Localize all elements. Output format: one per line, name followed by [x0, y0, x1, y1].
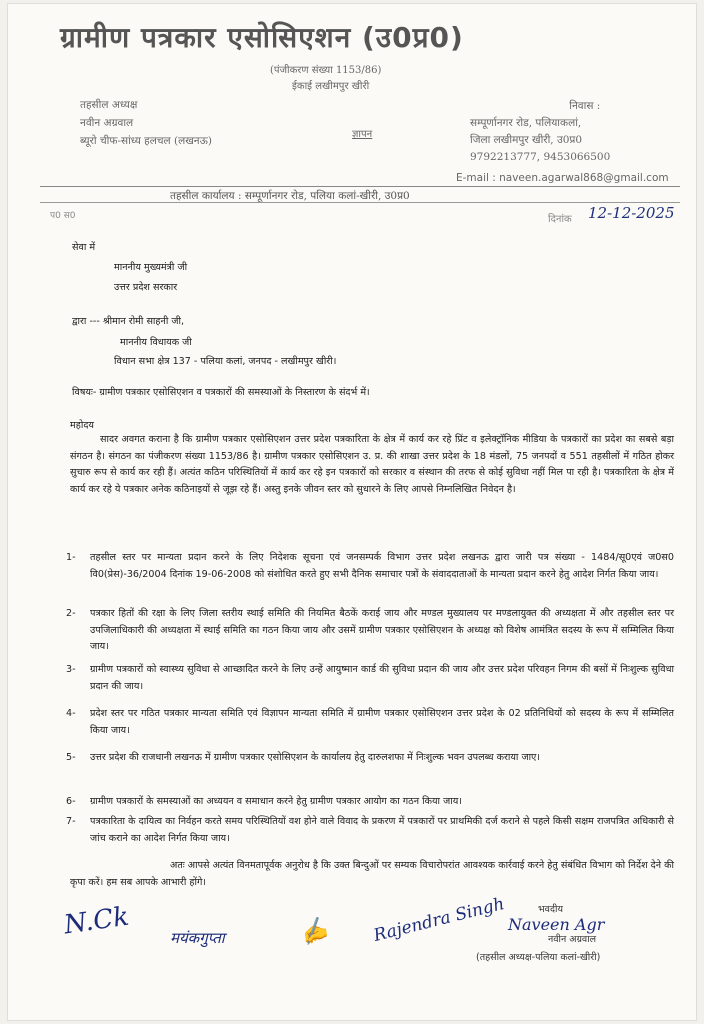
signatory-designation: (तहसील अध्यक्ष-पलिया कलां-खीरी)	[476, 952, 601, 963]
phone-numbers: 9792213777, 9453066500	[470, 151, 611, 163]
item-text: ग्रामीण पत्रकारों के समस्याओं का अध्ययन व समाधान करने हेतु ग्रामीण पत्रकार आयोग का गठन किया जाय।	[90, 796, 462, 807]
reference-label: प0 स0	[50, 211, 76, 221]
via-line: माननीय विधायक जी	[120, 337, 192, 348]
item-text: तहसील स्तर पर मान्यता प्रदान करने के लिए निदेशक सूचना एवं जनसम्पर्क विभाग उत्तर प्रदेश लखनऊ द्वारा जारी पत्र संख्या - 1484/सू0एवं ज0स0 वि0(प्रेस)-36/2004 दिनांक 19-06-2008 को संशोधित करते हुए सभी दैनिक समाचार पत्रों के संवाददाताओं के मान्यता प्रदान करने हेतु आदेश निर्गत किया जाय।	[90, 552, 674, 580]
letterhead-right	[470, 98, 610, 166]
letterhead-left	[80, 96, 212, 150]
divider	[40, 186, 680, 187]
item-text: प्रदेश स्तर पर गठित पत्रकार मान्यता समिति एवं विज्ञापन मान्यता समिति में ग्रामीण पत्रकार एसोसिएशन उत्तर प्रदेश के 02 प्रतिनिधियों को सदस्य के रूप में सम्मिलित किया जाय।	[90, 708, 674, 736]
item-number: 1-	[66, 552, 76, 563]
item-number: 4-	[66, 708, 76, 719]
to-line: माननीय मुख्यमंत्री जी	[114, 262, 188, 273]
signature-4: Rajendra Singh	[371, 894, 507, 946]
date-value: 12-12-2025	[588, 204, 675, 222]
signatory-name: नवीन अग्रवाल	[548, 934, 597, 945]
item-number: 7-	[66, 816, 76, 827]
left-line: नवीन अग्रवाल	[80, 117, 134, 129]
letterhead-title: ग्रामीण पत्रकार एसोसिएशन (उ0प्र0)	[60, 21, 464, 54]
to-line: उत्तर प्रदेश सरकार	[114, 282, 178, 293]
via-line: द्वारा --- श्रीमान रोमी साहनी जी,	[72, 316, 185, 327]
item-number: 3-	[66, 664, 76, 675]
signature-1: N.Ck	[62, 901, 131, 941]
item-text: ग्रामीण पत्रकारों को स्वास्थ्य सुविधा से आच्छादित करने के लिए उन्हें आयुष्मान कार्ड की सुविधा प्रदान की जाय और उत्तर प्रदेश परिवहन निगम की बसों में निःशुल्क सुविधा प्रदान की जाय।	[90, 664, 674, 692]
item-text: पत्रकारिता के दायित्व का निर्वहन करते समय परिस्थितियों वश होने वाले विवाद के प्रकरण में पत्रकारों पर प्राथमिकी दर्ज कराने से पहले किसी सक्षम राजपत्रित अधिकारी से जांच कराने का आदेश निर्गत किया जाय।	[90, 816, 674, 844]
unit-name: ईकाई लखीमपुर खीरी	[292, 81, 370, 92]
left-line: ब्यूरो चीफ-सांध्य हलचल (लखनऊ)	[80, 135, 212, 147]
left-line: तहसील अध्यक्ष	[80, 99, 138, 111]
to-line: सेवा में	[72, 242, 96, 253]
signature-2: मयंकगुप्ता	[170, 929, 225, 947]
signature-5: Naveen Agr	[508, 915, 605, 934]
via-line: विधान सभा क्षेत्र 137 - पलिया कलां, जनपद - लखीमपुर खीरी।	[114, 356, 337, 367]
divider	[40, 202, 680, 203]
date-label: दिनांक	[548, 214, 572, 225]
item-text: पत्रकार हितों की रक्षा के लिए जिला स्तरीय स्थाई समिति की नियमित बैठकें कराई जाय और मण्डल मुख्यालय पर मण्डलायुक्त की अध्यक्षता में और तहसील स्तर पर उपजिलाधिकारी की अध्यक्षता में स्थाई समिति का गठन किया जाय और उसमें ग्रामीण पत्रकार एसोसिएशन के अध्यक्ष को विशेष आमंत्रित सदस्य के रूप में सम्मिलित किया जाय।	[90, 608, 674, 653]
item-number: 6-	[66, 796, 76, 807]
right-line: निवास :	[569, 100, 601, 112]
intro-paragraph: सादर अवगत कराना है कि ग्रामीण पत्रकार एसोसिएशन उत्तर प्रदेश पत्रकारिता के क्षेत्र में कार्य कर रहे प्रिंट व इलेक्ट्रॉनिक मीडिया के पत्रकारों का प्रदेश का सबसे बड़ा संगठन है। संगठन का पंजीकरण संख्या 1153/86 है। ग्रामीण पत्रकार एसोसिएशन उ. प्र. की शाखा उत्तर प्रदेश के 18 मंडलों, 75 जनपदों व 551 तहसीलों में गठित होकर सुचारु रूप से कार्य कर रही हैं। अत्यंत कठिन परिस्थितियों में कार्य कर रहे इन पत्रकारों को सरकार व संस्थान की तरफ से कोई सुविधा नहीं मिल पा रही है। पत्रकारिता के क्षेत्र में कार्य कर रहे ये पत्रकार अनेक कठिनाइयों से जूझ रहे हैं। अस्तु इनके जीवन स्तर को सुधारने के लिए आपसे निम्नलिखित निवेदन है।	[70, 434, 674, 495]
subject-line: विषयः- ग्रामीण पत्रकार एसोसिएशन व पत्रकारों की समस्याओं के निस्तारण के संदर्भ में।	[72, 387, 370, 398]
yours-faithfully: भवदीय	[538, 904, 563, 915]
office-address: तहसील कार्यालय : सम्पूर्णानगर रोड, पलिया कलां-खीरी, उ0प्र0	[170, 190, 410, 202]
registration-number: (पंजीकरण संख्या 1153/86)	[270, 65, 382, 76]
email-line: E-mail : naveen.agarwal868@gmail.com	[456, 172, 669, 184]
item-text: उत्तर प्रदेश की राजधानी लखनऊ में ग्रामीण पत्रकार एसोसिएशन के कार्यालय हेतु दारुलशफा में निःशुल्क भवन उपलब्ध कराया जाए।	[90, 752, 540, 763]
memorandum-label: ज्ञापन	[352, 129, 373, 140]
signature-3: ✍	[296, 915, 332, 950]
right-line: जिला लखीमपुर खीरी, उ0प्र0	[470, 134, 583, 146]
salutation: महोदय	[70, 420, 94, 431]
closing-paragraph: अतः आपसे अत्यंत विनमतापूर्वक अनुरोध है कि उक्त बिन्दुओं पर सम्यक विचारोपरांत आवश्यक कार्रवाई करने हेतु संबंधित विभाग को निर्देश देने की कृपा करें। हम सब आपके आभारी होंगे।	[70, 860, 674, 888]
right-line: सम्पूर्णानगर रोड, पलियाकलां,	[470, 117, 582, 129]
item-number: 5-	[66, 752, 76, 763]
item-number: 2-	[66, 608, 76, 619]
